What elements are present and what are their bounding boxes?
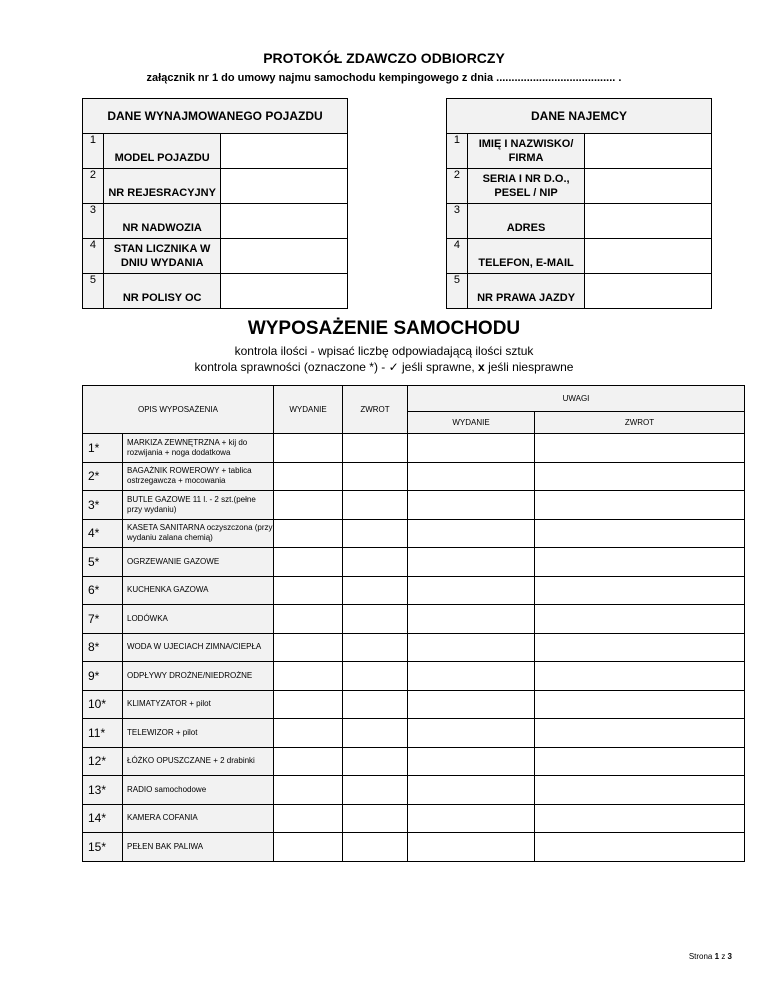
notes-issue-cell[interactable] xyxy=(408,690,535,719)
row-number: 5 xyxy=(447,274,468,309)
notes-return-cell[interactable] xyxy=(535,804,745,833)
column-header-description: OPIS WYPOSAŻENIA xyxy=(83,386,274,434)
field-label: MODEL POJAZDU xyxy=(103,134,221,169)
row-number: 3 xyxy=(83,204,104,239)
table-row xyxy=(447,274,712,309)
notes-return-cell[interactable] xyxy=(535,633,745,662)
notes-return-cell[interactable] xyxy=(535,519,745,548)
field-label: NR POLISY OC xyxy=(103,274,221,309)
issue-cell[interactable] xyxy=(274,462,343,491)
row-number: 4 xyxy=(447,239,468,274)
return-cell[interactable] xyxy=(343,491,408,520)
table-row xyxy=(447,204,712,239)
notes-issue-cell[interactable] xyxy=(408,519,535,548)
tenant-table-heading: DANE NAJEMCY xyxy=(447,99,712,134)
notes-return-cell[interactable] xyxy=(535,462,745,491)
equipment-table xyxy=(82,385,745,862)
table-row xyxy=(83,274,348,309)
notes-issue-cell[interactable] xyxy=(408,804,535,833)
item-description: KLIMATYZATOR + pilot xyxy=(123,690,274,719)
item-description: WODA W UJECIACH ZIMNA/CIEPŁA xyxy=(123,633,274,662)
notes-return-cell[interactable] xyxy=(535,434,745,463)
page-label: Strona xyxy=(688,952,713,961)
return-cell[interactable] xyxy=(343,434,408,463)
issue-cell[interactable] xyxy=(274,491,343,520)
issue-cell[interactable] xyxy=(274,776,343,805)
item-index: 9* xyxy=(83,662,123,691)
issue-cell[interactable] xyxy=(274,605,343,634)
row-number: 1 xyxy=(83,134,104,169)
id-document-field[interactable] xyxy=(585,169,712,204)
table-row xyxy=(83,204,348,239)
page-total: 3 xyxy=(727,952,732,961)
field-label: IMIĘ I NAZWISKO/ FIRMA xyxy=(467,134,584,169)
notes-issue-cell[interactable] xyxy=(408,662,535,691)
table-row xyxy=(83,633,745,662)
item-description: PEŁEN BAK PALIWA xyxy=(123,833,274,862)
page-footer xyxy=(689,952,732,961)
item-description: KASETA SANITARNA oczyszczona (przy wydaniu zalana chemią) xyxy=(123,519,274,548)
return-cell[interactable] xyxy=(343,548,408,577)
notes-return-cell[interactable] xyxy=(535,548,745,577)
table-row xyxy=(83,169,348,204)
column-header-notes: UWAGI xyxy=(408,386,745,412)
item-description: BAGAŻNIK ROWEROWY + tablica ostrzegawcza + mocowania xyxy=(123,462,274,491)
table-row xyxy=(83,519,745,548)
table-row xyxy=(83,776,745,805)
equipment-title: WYPOSAŻENIE SAMOCHODU xyxy=(247,318,521,339)
return-cell[interactable] xyxy=(343,719,408,748)
notes-issue-cell[interactable] xyxy=(408,462,535,491)
row-number: 4 xyxy=(83,239,104,274)
insurance-policy-field[interactable] xyxy=(221,274,348,309)
return-cell[interactable] xyxy=(343,804,408,833)
notes-issue-cell[interactable] xyxy=(408,434,535,463)
issue-cell[interactable] xyxy=(274,576,343,605)
notes-issue-cell[interactable] xyxy=(408,633,535,662)
table-row xyxy=(447,169,712,204)
model-field[interactable] xyxy=(221,134,348,169)
item-description: TELEWIZOR + pilot xyxy=(123,719,274,748)
issue-cell[interactable] xyxy=(274,690,343,719)
notes-return-cell[interactable] xyxy=(535,833,745,862)
table-row xyxy=(83,434,745,463)
column-header-return: ZWROT xyxy=(343,386,408,434)
notes-return-cell[interactable] xyxy=(535,662,745,691)
item-index: 1* xyxy=(83,434,123,463)
issue-cell[interactable] xyxy=(274,804,343,833)
item-index: 8* xyxy=(83,633,123,662)
document-subtitle: załącznik nr 1 do umowy najmu samochodu kempingowego z dnia ....................................... . xyxy=(146,72,622,84)
odometer-field[interactable] xyxy=(221,239,348,274)
item-index: 3* xyxy=(83,491,123,520)
equipment-instruction-condition xyxy=(0,360,768,374)
return-cell[interactable] xyxy=(343,690,408,719)
table-row xyxy=(83,576,745,605)
driving-license-field[interactable] xyxy=(585,274,712,309)
item-index: 11* xyxy=(83,719,123,748)
item-description: OGRZEWANIE GAZOWE xyxy=(123,548,274,577)
notes-issue-cell[interactable] xyxy=(408,747,535,776)
return-cell[interactable] xyxy=(343,576,408,605)
row-number: 2 xyxy=(83,169,104,204)
vehicle-table-heading: DANE WYNAJMOWANEGO POJAZDU xyxy=(83,99,348,134)
return-cell[interactable] xyxy=(343,519,408,548)
notes-issue-cell[interactable] xyxy=(408,719,535,748)
row-number: 5 xyxy=(83,274,104,309)
table-row xyxy=(83,239,348,274)
return-cell[interactable] xyxy=(343,776,408,805)
item-description: LODÓWKA xyxy=(123,605,274,634)
instruction-text: kontrola sprawności (oznaczone *) - ✓ jeśli sprawne, xyxy=(194,360,479,374)
instruction-text: jeśli niesprawne xyxy=(484,360,574,374)
return-cell[interactable] xyxy=(343,747,408,776)
field-label: ADRES xyxy=(467,204,584,239)
issue-cell[interactable] xyxy=(274,434,343,463)
return-cell[interactable] xyxy=(343,662,408,691)
notes-return-cell[interactable] xyxy=(535,491,745,520)
item-index: 15* xyxy=(83,833,123,862)
field-label: NR NADWOZIA xyxy=(103,204,221,239)
issue-cell[interactable] xyxy=(274,519,343,548)
issue-cell[interactable] xyxy=(274,719,343,748)
document-title: PROTOKÓŁ ZDAWCZO ODBIORCZY xyxy=(263,50,505,66)
item-index: 10* xyxy=(83,690,123,719)
table-row xyxy=(83,548,745,577)
notes-issue-cell[interactable] xyxy=(408,833,535,862)
issue-cell[interactable] xyxy=(274,833,343,862)
issue-cell[interactable] xyxy=(274,747,343,776)
instruction-x-mark: x xyxy=(478,360,485,374)
item-description: KUCHENKA GAZOWA xyxy=(123,576,274,605)
notes-return-cell[interactable] xyxy=(535,747,745,776)
field-label: TELEFON, E-MAIL xyxy=(467,239,584,274)
page-separator: z xyxy=(721,952,726,961)
column-header-issue: WYDANIE xyxy=(274,386,343,434)
field-label: STAN LICZNIKA W DNIU WYDANIA xyxy=(103,239,221,274)
item-description: BUTLE GAZOWE 11 l. - 2 szt.(pełne przy wydaniu) xyxy=(123,491,274,520)
item-index: 6* xyxy=(83,576,123,605)
vehicle-data-table xyxy=(82,98,348,309)
table-row xyxy=(83,804,745,833)
row-number: 1 xyxy=(447,134,468,169)
notes-return-cell[interactable] xyxy=(535,690,745,719)
address-field[interactable] xyxy=(585,204,712,239)
table-row xyxy=(83,491,745,520)
field-label: SERIA I NR D.O., PESEL / NIP xyxy=(467,169,584,204)
field-label: NR PRAWA JAZDY xyxy=(467,274,584,309)
table-row xyxy=(83,462,745,491)
column-header-notes-issue: WYDANIE xyxy=(408,412,535,434)
item-index: 13* xyxy=(83,776,123,805)
table-row xyxy=(447,134,712,169)
column-header-notes-return: ZWROT xyxy=(535,412,745,434)
equipment-instruction-quantity: kontrola ilości - wpisać liczbę odpowiadającą ilości sztuk xyxy=(234,344,534,358)
item-description: MARKIZA ZEWNĘTRZNA + kij do rozwijania + noga dodatkowa xyxy=(123,434,274,463)
return-cell[interactable] xyxy=(343,462,408,491)
table-row xyxy=(447,239,712,274)
table-row xyxy=(83,719,745,748)
issue-cell[interactable] xyxy=(274,662,343,691)
issue-cell[interactable] xyxy=(274,548,343,577)
notes-issue-cell[interactable] xyxy=(408,548,535,577)
field-label: NR REJESRACYJNY xyxy=(103,169,221,204)
tenant-data-table xyxy=(446,98,712,309)
table-row xyxy=(83,690,745,719)
item-index: 14* xyxy=(83,804,123,833)
item-index: 7* xyxy=(83,605,123,634)
return-cell[interactable] xyxy=(343,633,408,662)
table-row xyxy=(83,662,745,691)
item-description: ŁÓŻKO OPUSZCZANE + 2 drabinki xyxy=(123,747,274,776)
notes-issue-cell[interactable] xyxy=(408,605,535,634)
notes-return-cell[interactable] xyxy=(535,576,745,605)
table-row xyxy=(83,747,745,776)
notes-issue-cell[interactable] xyxy=(408,576,535,605)
row-number: 2 xyxy=(447,169,468,204)
notes-issue-cell[interactable] xyxy=(408,491,535,520)
notes-issue-cell[interactable] xyxy=(408,776,535,805)
table-row xyxy=(83,605,745,634)
notes-return-cell[interactable] xyxy=(535,719,745,748)
vin-field[interactable] xyxy=(221,204,348,239)
item-index: 12* xyxy=(83,747,123,776)
table-row xyxy=(83,134,348,169)
notes-return-cell[interactable] xyxy=(535,605,745,634)
item-description: RADIO samochodowe xyxy=(123,776,274,805)
name-field[interactable] xyxy=(585,134,712,169)
notes-return-cell[interactable] xyxy=(535,776,745,805)
contact-field[interactable] xyxy=(585,239,712,274)
item-index: 4* xyxy=(83,519,123,548)
return-cell[interactable] xyxy=(343,833,408,862)
table-row xyxy=(83,833,745,862)
item-index: 5* xyxy=(83,548,123,577)
item-index: 2* xyxy=(83,462,123,491)
page-number: 1 xyxy=(714,952,720,961)
row-number: 3 xyxy=(447,204,468,239)
item-description: KAMERA COFANIA xyxy=(123,804,274,833)
registration-field[interactable] xyxy=(221,169,348,204)
return-cell[interactable] xyxy=(343,605,408,634)
item-description: ODPŁYWY DROŻNE/NIEDROŻNE xyxy=(123,662,274,691)
issue-cell[interactable] xyxy=(274,633,343,662)
